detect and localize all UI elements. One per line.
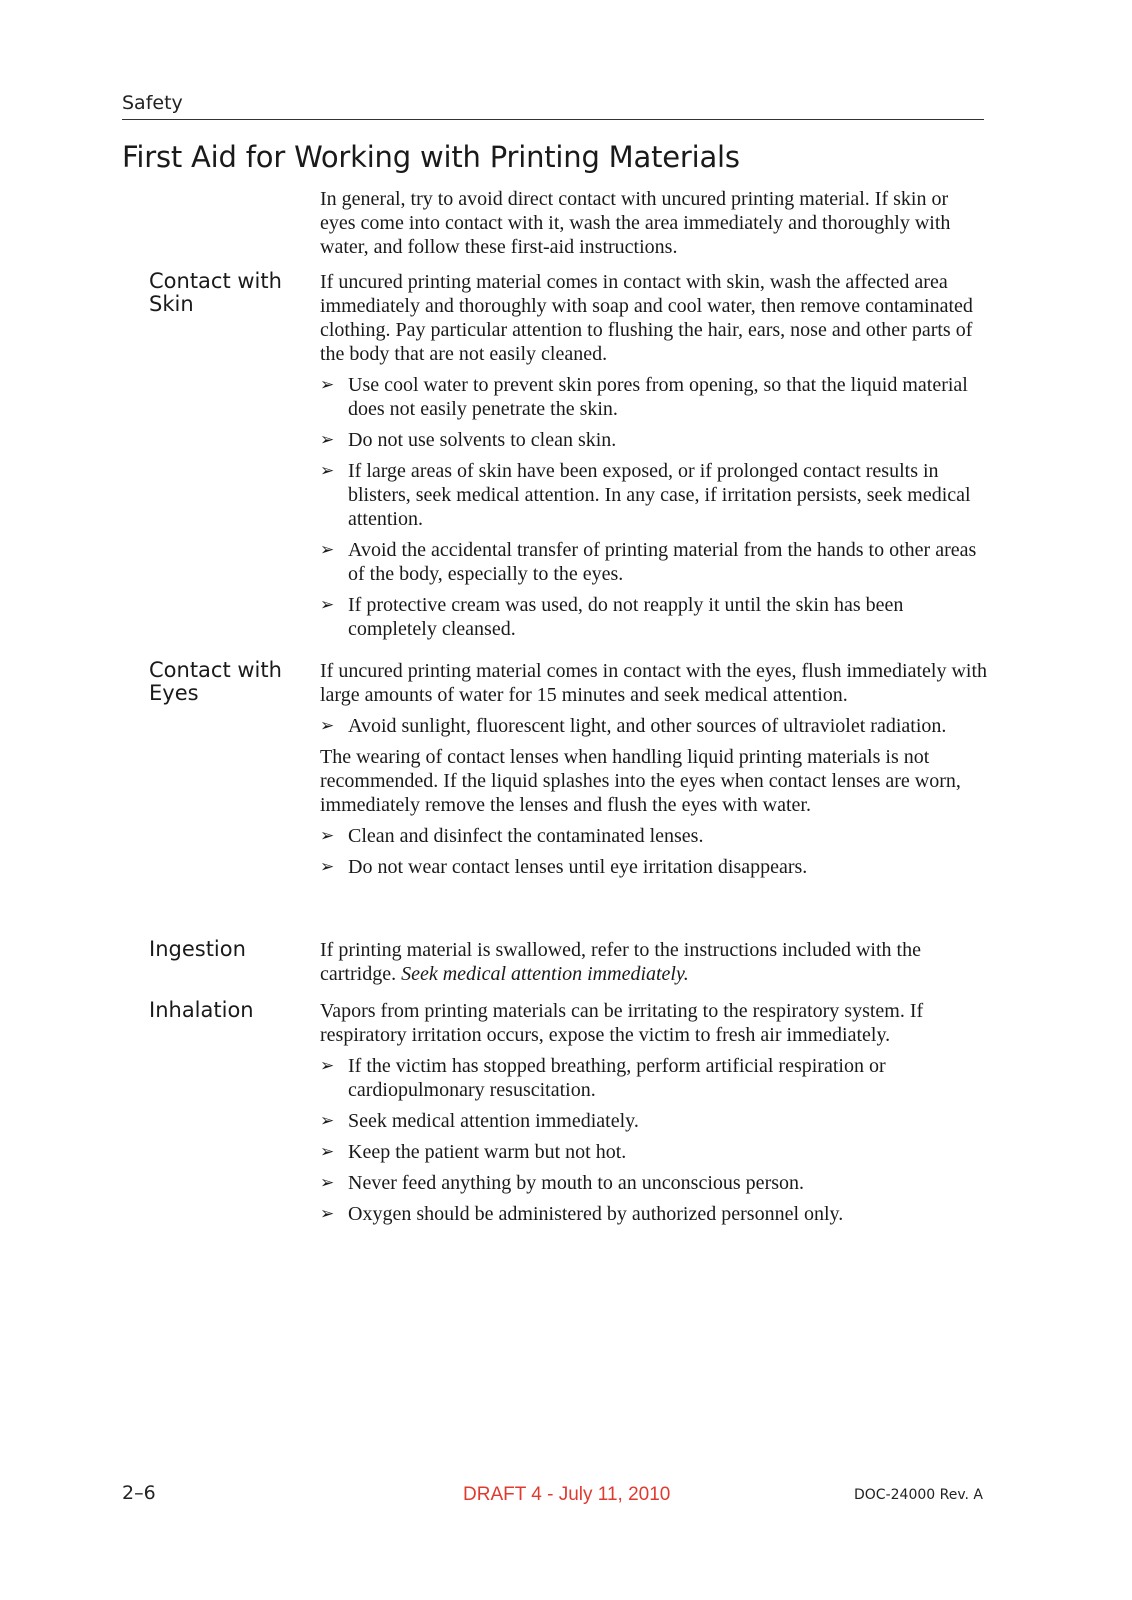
document-id: DOC-24000 Rev. A xyxy=(854,1487,984,1503)
side-heading-inhalation: Inhalation xyxy=(149,998,254,1022)
arrow-bullet-icon: ➢ xyxy=(320,1142,335,1162)
list-item: ➢ Never feed anything by mouth to an unconscious person. xyxy=(320,1172,805,1194)
section-content-skin xyxy=(320,270,988,648)
list-item: ➢ Do not use solvents to clean skin. xyxy=(320,429,617,451)
header-rule xyxy=(122,119,984,120)
eyes-bullet-list-1 xyxy=(320,714,988,738)
arrow-bullet-icon: ➢ xyxy=(320,461,335,481)
section-content-ingestion xyxy=(320,938,988,993)
skin-bullet-list xyxy=(320,373,988,641)
intro-paragraph: In general, try to avoid direct contact with uncured printing material. If skin or eyes come into contact with it, wash the area immediately and thoroughly with water, and follow these first-aid instructions. xyxy=(320,188,951,258)
inhalation-paragraph: Vapors from printing materials can be irritating to the respiratory system. If respiratory irritation occurs, expose the victim to fresh air immediately. xyxy=(320,1000,924,1046)
arrow-bullet-icon: ➢ xyxy=(320,826,335,846)
list-item: ➢ Do not wear contact lenses until eye irritation disappears. xyxy=(320,856,808,878)
inhalation-bullet-list xyxy=(320,1054,988,1226)
list-item: ➢ Clean and disinfect the contaminated lenses. xyxy=(320,825,704,847)
list-item: ➢ Use cool water to prevent skin pores from opening, so that the liquid material does not easily penetrate the skin. xyxy=(320,374,968,420)
draft-watermark: DRAFT 4 - July 11, 2010 xyxy=(463,1484,671,1505)
arrow-bullet-icon: ➢ xyxy=(320,375,335,395)
list-item: ➢ Avoid sunlight, fluorescent light, and other sources of ultraviolet radiation. xyxy=(320,715,947,737)
section-content-inhalation xyxy=(320,999,988,1233)
section-content-eyes xyxy=(320,659,988,886)
page-number: 2–6 xyxy=(122,1482,156,1504)
arrow-bullet-icon: ➢ xyxy=(320,540,335,560)
arrow-bullet-icon: ➢ xyxy=(320,430,335,450)
arrow-bullet-icon: ➢ xyxy=(320,857,335,877)
skin-paragraph: If uncured printing material comes in contact with skin, wash the affected area immediately and thoroughly with soap and cool water, then remove contaminated clothing. Pay particular attention to flushing the hair, ears, nose and other parts of the body that are not easily cleaned. xyxy=(320,271,973,365)
page-title: First Aid for Working with Printing Materials xyxy=(122,140,740,174)
arrow-bullet-icon: ➢ xyxy=(320,1173,335,1193)
list-item: ➢ If large areas of skin have been exposed, or if prolonged contact results in blisters, seek medical attention. In any case, if irritation persists, seek medical attention. xyxy=(320,460,971,530)
eyes-bullet-list-2 xyxy=(320,824,988,879)
arrow-bullet-icon: ➢ xyxy=(320,1111,335,1131)
arrow-bullet-icon: ➢ xyxy=(320,716,335,736)
eyes-paragraph-2: The wearing of contact lenses when handling liquid printing materials is not recommended. If the liquid splashes into the eyes when contact lenses are worn, immediately remove the lenses and flush the eyes with water. xyxy=(320,746,961,816)
side-heading-skin: Contact with Skin xyxy=(149,269,282,316)
list-item: ➢ Oxygen should be administered by authorized personnel only. xyxy=(320,1203,844,1225)
list-item: ➢ If protective cream was used, do not reapply it until the skin has been completely cleansed. xyxy=(320,594,904,640)
list-item: ➢ Avoid the accidental transfer of printing material from the hands to other areas of the body, especially to the eyes. xyxy=(320,539,977,585)
ingestion-paragraph: If printing material is swallowed, refer to the instructions included with the cartridge. Seek medical attention immediately. xyxy=(320,939,921,985)
side-heading-ingestion: Ingestion xyxy=(149,937,246,961)
ingestion-emphasis: Seek medical attention immediately. xyxy=(401,963,689,985)
list-item: ➢ If the victim has stopped breathing, perform artificial respiration or cardiopulmonary resuscitation. xyxy=(320,1055,886,1101)
arrow-bullet-icon: ➢ xyxy=(320,595,335,615)
running-head: Safety xyxy=(122,92,183,114)
list-item: ➢ Seek medical attention immediately. xyxy=(320,1110,639,1132)
arrow-bullet-icon: ➢ xyxy=(320,1056,335,1076)
eyes-paragraph-1: If uncured printing material comes in contact with the eyes, flush immediately with large amounts of water for 15 minutes and seek medical attention. xyxy=(320,660,988,706)
list-item: ➢ Keep the patient warm but not hot. xyxy=(320,1141,627,1163)
side-heading-eyes: Contact with Eyes xyxy=(149,658,282,705)
arrow-bullet-icon: ➢ xyxy=(320,1204,335,1224)
